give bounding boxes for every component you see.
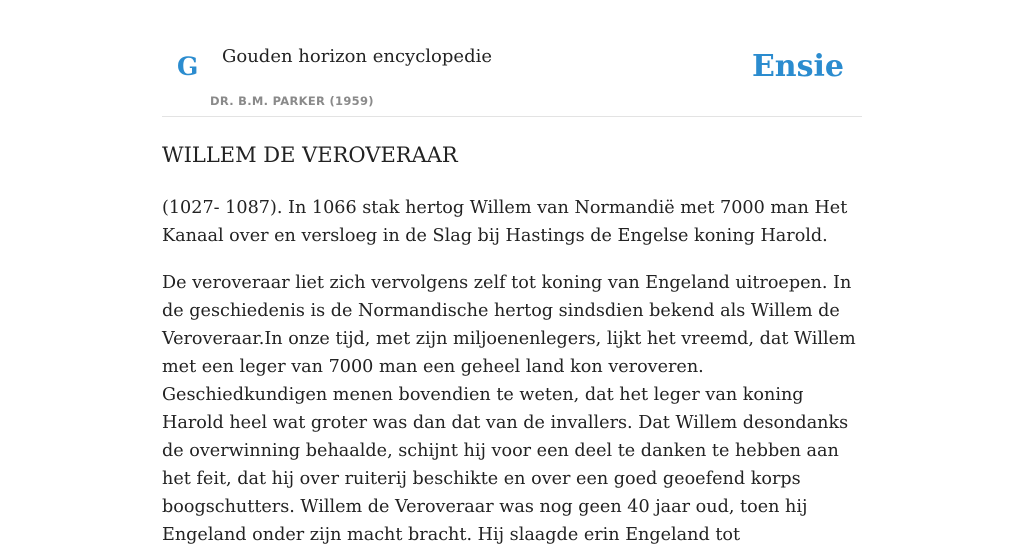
book-title-link[interactable]: Gouden horizon encyclopedie bbox=[222, 46, 492, 67]
ensie-logo-link[interactable]: Ensie bbox=[751, 49, 844, 84]
entry-title: WILLEM DE VEROVERAAR bbox=[162, 143, 458, 167]
book-author: DR. B.M. PARKER (1959) bbox=[210, 94, 374, 108]
entry-paragraph-2: De veroveraar liet zich vervolgens zelf tot koning van Engeland uitroepen. In de geschiedenis is de Normandische hertog sindsdien bekend als Willem de Veroveraar.In onze tijd, met zijn miljoenenlegers, lijkt het vreemd, dat Willem met een leger van 7000 man een geheel land kon veroveren. Geschiedkundigen menen bovendien te weten, dat het leger van koning Harold heel wat groter was dan dat van de invallers. Dat Willem desondanks de overwinning behaalde, schijnt hij voor een deel te danken te hebben aan het feit, dat hij over ruiterij beschikte en over een goed geoefend korps boogschutters. Willem de Veroveraar was nog geen 40 jaar oud, toen hij Engeland onder zijn macht bracht. Hij slaagde erin Engeland tot bbox=[162, 273, 856, 546]
entry-paragraph-1: (1027- 1087). In 1066 stak hertog Willem van Normandië met 7000 man Het Kanaal over en versloeg in de Slag bij Hastings de Engelse koning Harold. bbox=[162, 198, 848, 247]
book-header bbox=[162, 0, 862, 117]
book-logo-icon[interactable]: G bbox=[177, 52, 199, 81]
encyclopedia-page bbox=[162, 0, 862, 549]
